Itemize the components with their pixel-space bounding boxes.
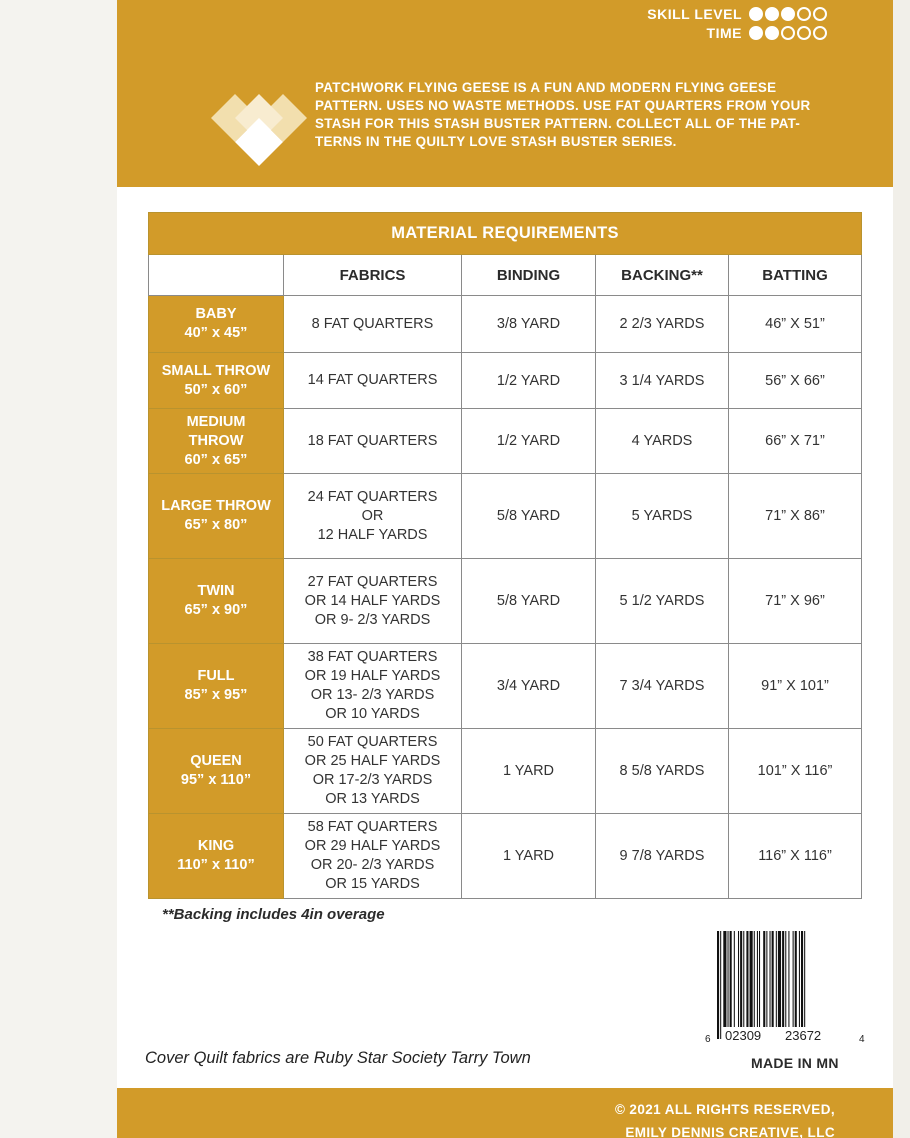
barcode-bar [801, 931, 803, 1027]
barcode-bar [720, 931, 721, 1039]
quilt-size-cell [149, 353, 284, 409]
barcode-bar [785, 931, 786, 1027]
barcode-digits: 23672 [785, 1028, 822, 1043]
barcode-bar [776, 931, 777, 1027]
quilt-size-line: 65” x 80” [184, 517, 248, 533]
barcode-bar [772, 931, 774, 1027]
column-header-fabrics: FABRICS [284, 255, 462, 296]
quilt-size-line: 65” x 90” [184, 602, 248, 618]
batting-cell: 71” X 96” [729, 559, 862, 644]
fabrics-line: 38 FAT QUARTERS [307, 649, 438, 665]
quilt-size-line: FULL [197, 668, 235, 684]
column-header-batting: BATTING [729, 255, 862, 296]
skill-level-label: SKILL LEVEL [647, 6, 742, 22]
barcode-bar [799, 931, 800, 1027]
barcode-bar [730, 931, 732, 1027]
backing-cell: 4 YARDS [596, 409, 729, 474]
batting-cell: 116” X 116” [729, 814, 862, 899]
table-row [149, 814, 862, 899]
made-in-label: MADE IN MN [751, 1055, 839, 1071]
pattern-description [315, 79, 855, 151]
backing-cell: 8 5/8 YARDS [596, 729, 729, 814]
quilt-size-line: 50” x 60” [184, 381, 248, 398]
fabrics-cell [284, 729, 462, 814]
batting-cell: 71” X 86” [729, 474, 862, 559]
table-row [149, 729, 862, 814]
rating-dot-empty-icon [797, 26, 811, 40]
quilt-size-line: 40” x 45” [184, 325, 248, 341]
fabrics-line: OR 15 YARDS [325, 876, 420, 892]
table-row [149, 409, 862, 474]
quilt-size-line: 110” x 110” [177, 857, 255, 873]
fabrics-line: OR 13 YARDS [325, 791, 420, 807]
backing-cell: 5 YARDS [596, 474, 729, 559]
page-edge [893, 0, 910, 1138]
backing-cell: 7 3/4 YARDS [596, 644, 729, 729]
fabrics-cell [284, 353, 462, 409]
rating-dot-filled-icon [781, 7, 795, 21]
fabrics-line: 27 FAT QUARTERS [307, 573, 438, 590]
fabrics-line: OR 19 HALF YARDS [304, 668, 441, 684]
barcode-bar [782, 931, 784, 1027]
barcode-bar [754, 931, 755, 1027]
fabrics-line: OR [361, 507, 384, 524]
pattern-description-line: TERNS IN THE QUILTY LOVE STASH BUSTER SERIES. [315, 134, 677, 149]
quilt-size-line: LARGE THROW [161, 498, 271, 514]
quilt-size-line: KING [197, 838, 235, 854]
copyright-notice [615, 1098, 835, 1138]
skill-level [647, 6, 827, 22]
header-band [117, 0, 893, 187]
skill-level-rating [749, 7, 827, 21]
batting-cell: 66” X 71” [729, 409, 862, 474]
diamond-logo-icon [211, 94, 307, 166]
fabrics-line: OR 13- 2/3 YARDS [310, 687, 435, 703]
barcode-digits: 02309 [725, 1028, 762, 1043]
rating-dot-filled-icon [749, 26, 763, 40]
rating-dot-empty-icon [781, 26, 795, 40]
binding-cell: 3/4 YARD [462, 644, 596, 729]
binding-cell: 1 YARD [462, 729, 596, 814]
rating-dot-filled-icon [765, 7, 779, 21]
barcode-bar [793, 931, 794, 1027]
barcode-bar [788, 931, 789, 1027]
batting-cell: 101” X 116” [729, 729, 862, 814]
batting-cell: 46” X 51” [729, 296, 862, 353]
rating-dot-empty-icon [813, 26, 827, 40]
fabrics-line: OR 25 HALF YARDS [304, 753, 441, 769]
fabrics-line: 14 FAT QUARTERS [307, 372, 438, 388]
batting-cell: 56” X 66” [729, 353, 862, 409]
fabrics-cell [284, 814, 462, 899]
quilt-size-cell [149, 559, 284, 644]
material-requirements-table [148, 212, 861, 899]
copyright-line: © 2021 ALL RIGHTS RESERVED, [614, 1102, 835, 1117]
rating-dot-empty-icon [797, 7, 811, 21]
table-row [149, 353, 862, 409]
quilt-size-line: BABY [195, 306, 237, 322]
barcode-bar [804, 931, 805, 1039]
table-row [149, 644, 862, 729]
quilt-size-line: TWIN [197, 583, 235, 599]
barcode-bar [740, 931, 742, 1027]
column-header-backing: BACKING** [596, 255, 729, 296]
fabrics-line: 50 FAT QUARTERS [307, 734, 438, 750]
fabrics-line: OR 9- 2/3 YARDS [314, 611, 431, 628]
batting-cell: 91” X 101” [729, 644, 862, 729]
quilt-size-line: QUEEN [190, 753, 242, 769]
fabrics-line: OR 14 HALF YARDS [304, 592, 441, 609]
barcode-bar [778, 931, 781, 1027]
fabrics-line: 8 FAT QUARTERS [311, 315, 434, 332]
pattern-description-line: STASH FOR THIS STASH BUSTER PATTERN. COLLECT ALL OF THE PAT- [315, 116, 801, 131]
quilt-size-cell [149, 729, 284, 814]
fabrics-line: 18 FAT QUARTERS [307, 432, 438, 449]
quilt-size-line: 95” x 110” [180, 772, 252, 788]
rating-dot-filled-icon [765, 26, 779, 40]
fabrics-line: OR 17-2/3 YARDS [312, 772, 433, 788]
fabrics-line: 12 HALF YARDS [317, 526, 428, 543]
quilt-size-cell [149, 296, 284, 353]
table-header-blank [149, 255, 284, 296]
binding-cell: 1/2 YARD [462, 409, 596, 474]
binding-cell: 5/8 YARD [462, 559, 596, 644]
quilt-size-cell [149, 474, 284, 559]
barcode-bar [717, 931, 719, 1039]
footer-band [117, 1088, 893, 1138]
fabrics-cell [284, 644, 462, 729]
table-title: MATERIAL REQUIREMENTS [149, 213, 862, 255]
pattern-back-cover [117, 0, 893, 1138]
quilt-size-line: THROW [188, 432, 244, 449]
barcode-bar [770, 931, 771, 1027]
backing-cell: 5 1/2 YARDS [596, 559, 729, 644]
fabrics-cell [284, 474, 462, 559]
fabrics-cell [284, 409, 462, 474]
backing-cell: 2 2/3 YARDS [596, 296, 729, 353]
barcode [703, 929, 867, 1045]
backing-cell: 3 1/4 YARDS [596, 353, 729, 409]
time-rating [707, 25, 827, 41]
barcode-digits: 6 [705, 1034, 711, 1045]
barcode-bar [795, 931, 797, 1027]
backing-cell: 9 7/8 YARDS [596, 814, 729, 899]
barcode-bar [763, 931, 765, 1039]
barcode-bar [757, 931, 758, 1027]
column-header-binding: BINDING [462, 255, 596, 296]
fabrics-cell [284, 559, 462, 644]
barcode-bar [743, 931, 744, 1027]
table-body [149, 296, 862, 899]
quilt-size-line: 85” x 95” [184, 687, 248, 703]
fabrics-line: 24 FAT QUARTERS [307, 488, 438, 505]
copyright-line: EMILY DENNIS CREATIVE, LLC [625, 1125, 835, 1138]
fabrics-line: OR 20- 2/3 YARDS [310, 857, 435, 873]
pattern-description-line: PATTERN. USES NO WASTE METHODS. USE FAT QUARTERS FROM YOUR [315, 98, 811, 113]
backing-footnote: **Backing includes 4in overage [162, 906, 385, 923]
binding-cell: 1/2 YARD [462, 353, 596, 409]
fabrics-line: 58 FAT QUARTERS [307, 819, 438, 835]
quilt-size-line: 60” x 65” [184, 451, 248, 468]
table-row [149, 296, 862, 353]
quilt-size-cell [149, 644, 284, 729]
barcode-digits: 4 [859, 1034, 865, 1045]
barcode-bar [746, 931, 748, 1027]
barcode-bar [734, 931, 735, 1027]
time-rating-dots [749, 26, 827, 40]
rating-dot-filled-icon [749, 7, 763, 21]
table-row [149, 559, 862, 644]
table-row [149, 474, 862, 559]
fabrics-line: OR 10 YARDS [325, 706, 420, 722]
quilt-size-cell [149, 814, 284, 899]
barcode-bar [738, 931, 739, 1027]
rating-dot-empty-icon [813, 7, 827, 21]
pattern-description-line: PATCHWORK FLYING GEESE IS A FUN AND MODERN FLYING GEESE [315, 80, 777, 95]
binding-cell: 3/8 YARD [462, 296, 596, 353]
time-label: TIME [706, 25, 742, 41]
quilt-size-cell [149, 409, 284, 474]
fabrics-line: OR 29 HALF YARDS [304, 838, 441, 854]
barcode-bar [766, 931, 767, 1027]
fabrics-cell [284, 296, 462, 353]
binding-cell: 5/8 YARD [462, 474, 596, 559]
barcode-bar [750, 931, 753, 1027]
binding-cell: 1 YARD [462, 814, 596, 899]
barcode-bar [759, 931, 760, 1027]
quilt-size-line: MEDIUM [186, 413, 246, 430]
cover-quilt-note: Cover Quilt fabrics are Ruby Star Society Tarry Town [145, 1049, 531, 1067]
barcode-bar [723, 931, 726, 1027]
barcode-bar [728, 931, 729, 1027]
quilt-size-line: SMALL THROW [161, 362, 271, 379]
